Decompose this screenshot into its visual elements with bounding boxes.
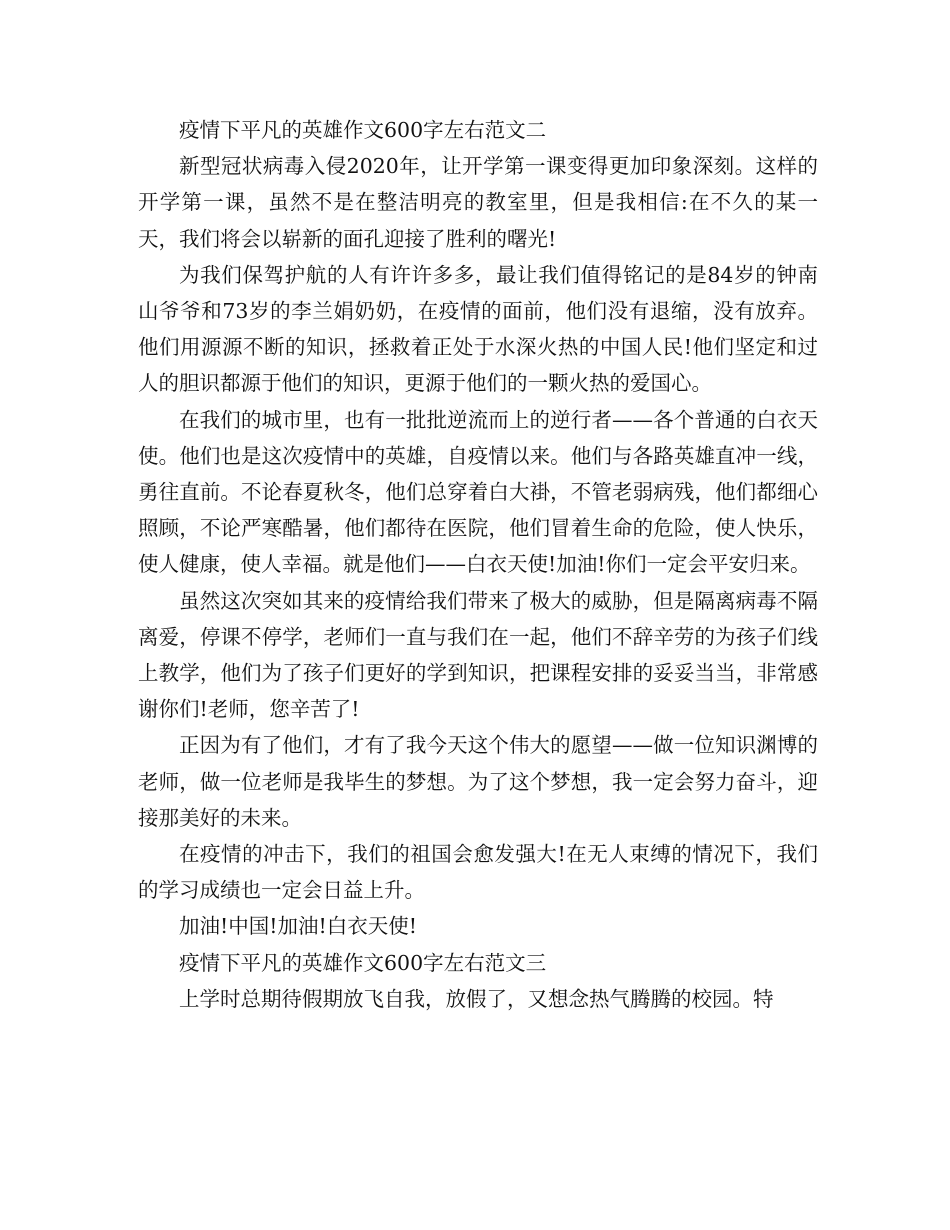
paragraph: 新型冠状病毒入侵2020年，让开学第一课变得更加印象深刻。这样的开学第一课，虽然不是在整洁明亮的教室里，但是我相信:在不久的某一天，我们将会以崭新的面孔迎接了胜利的曙光! [138, 154, 818, 251]
document-body [138, 112, 818, 1017]
paragraph: 在疫情的冲击下，我们的祖国会愈发强大!在无人束缚的情况下，我们的学习成绩也一定会日益上升。 [138, 842, 818, 903]
paragraph: 上学时总期待假期放飞自我，放假了，又想念热气腾腾的校园。特 [179, 986, 774, 1011]
paragraph: 正因为有了他们，才有了我今天这个伟大的愿望——做一位知识渊博的老师，做一位老师是我毕生的梦想。为了这个梦想，我一定会努力奋斗，迎接那美好的未来。 [138, 733, 818, 830]
paragraph: 在我们的城市里，也有一批批逆流而上的逆行者——各个普通的白衣天使。他们也是这次疫情中的英雄，自疫情以来。他们与各路英雄直冲一线，勇往直前。不论春夏秋冬，他们总穿着白大褂，不管老弱病残，他们都细心照顾，不论严寒酷暑，他们都待在医院，他们冒着生命的危险，使人快乐，使人健康，使人幸福。就是他们——白衣天使!加油!你们一定会平安归来。 [138, 407, 818, 577]
essay-title-two: 疫情下平凡的英雄作文600字左右范文二 [179, 118, 547, 142]
paragraph: 虽然这次突如其来的疫情给我们带来了极大的威胁，但是隔离病毒不隔离爱，停课不停学，老师们一直与我们在一起，他们不辞辛劳的为孩子们线上教学，他们为了孩子们更好的学到知识，把课程安排的妥妥当当，非常感谢你们!老师，您辛苦了! [138, 588, 818, 722]
essay-title-three: 疫情下平凡的英雄作文600字左右范文三 [179, 950, 547, 975]
paragraph: 加油!中国!加油!白衣天使! [179, 914, 417, 939]
paragraph: 为我们保驾护航的人有许许多多，最让我们值得铭记的是84岁的钟南山爷爷和73岁的李兰娟奶奶，在疫情的面前，他们没有退缩，没有放弃。他们用源源不断的知识，拯救着正处于水深火热的中国人民!他们坚定和过人的胆识都源于他们的知识，更源于他们的一颗火热的爱国心。 [138, 262, 818, 396]
